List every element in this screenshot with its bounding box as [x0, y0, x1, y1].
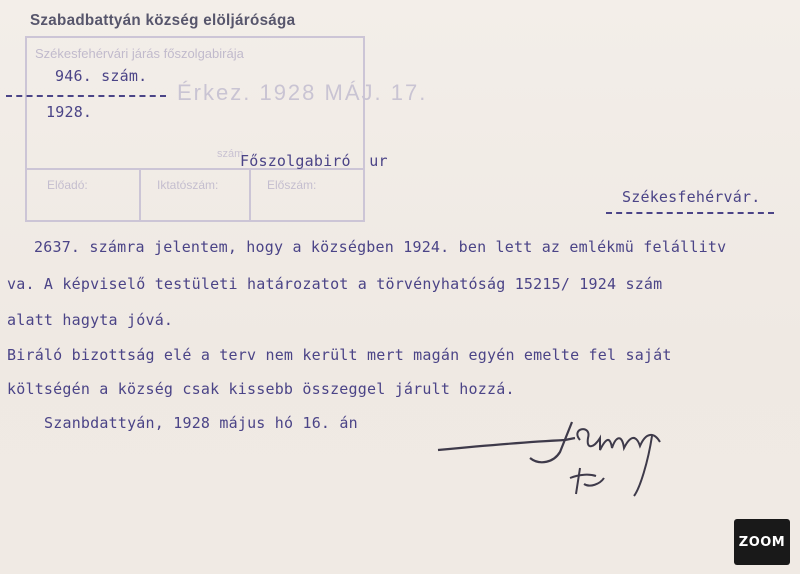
zoom-watermark-logo: ZOOM: [734, 519, 790, 565]
dashed-rule: [606, 212, 774, 214]
stamp-divider: [249, 168, 251, 220]
stamp-cell: Előadó:: [47, 178, 88, 192]
body-line: költségén a község csak kissebb összeggel járult hozzá.: [7, 380, 515, 398]
body-line: alatt hagyta jóvá.: [7, 311, 174, 329]
reference-number: 946. szám.: [55, 67, 148, 85]
stamp-cell: Előszám:: [267, 178, 317, 192]
reference-year: 1928.: [46, 103, 93, 121]
stamp-office: Székesfehérvári járás főszolgabirája: [35, 46, 244, 61]
signature: [430, 418, 680, 508]
stamp-divider: [139, 168, 141, 220]
letterhead: Szabadbattyán község elöljárósága: [30, 12, 296, 29]
addressee-title: Főszolgabiró ur: [240, 152, 388, 170]
body-line: 2637. számra jelentem, hogy a községben 1924. ben lett az emlékmü felállitv: [34, 238, 727, 256]
body-line: Biráló bizottság elé a terv nem került mert magán egyén emelte fel saját: [7, 346, 672, 364]
received-stamp: [25, 36, 428, 222]
dashed-rule: [6, 95, 166, 97]
stamp-numbers: szám: [217, 148, 244, 160]
dateline: Szanbdattyán, 1928 május hó 16. án: [44, 414, 358, 432]
body-line: va. A képviselő testületi határozatot a törvényhatóság 15215/ 1924 szám: [7, 275, 663, 293]
stamp-received-date: Érkez. 1928 MÁJ. 17.: [177, 80, 428, 105]
stamp-cell: Iktatószám:: [157, 178, 219, 192]
addressee-city: Székesfehérvár.: [622, 188, 761, 206]
